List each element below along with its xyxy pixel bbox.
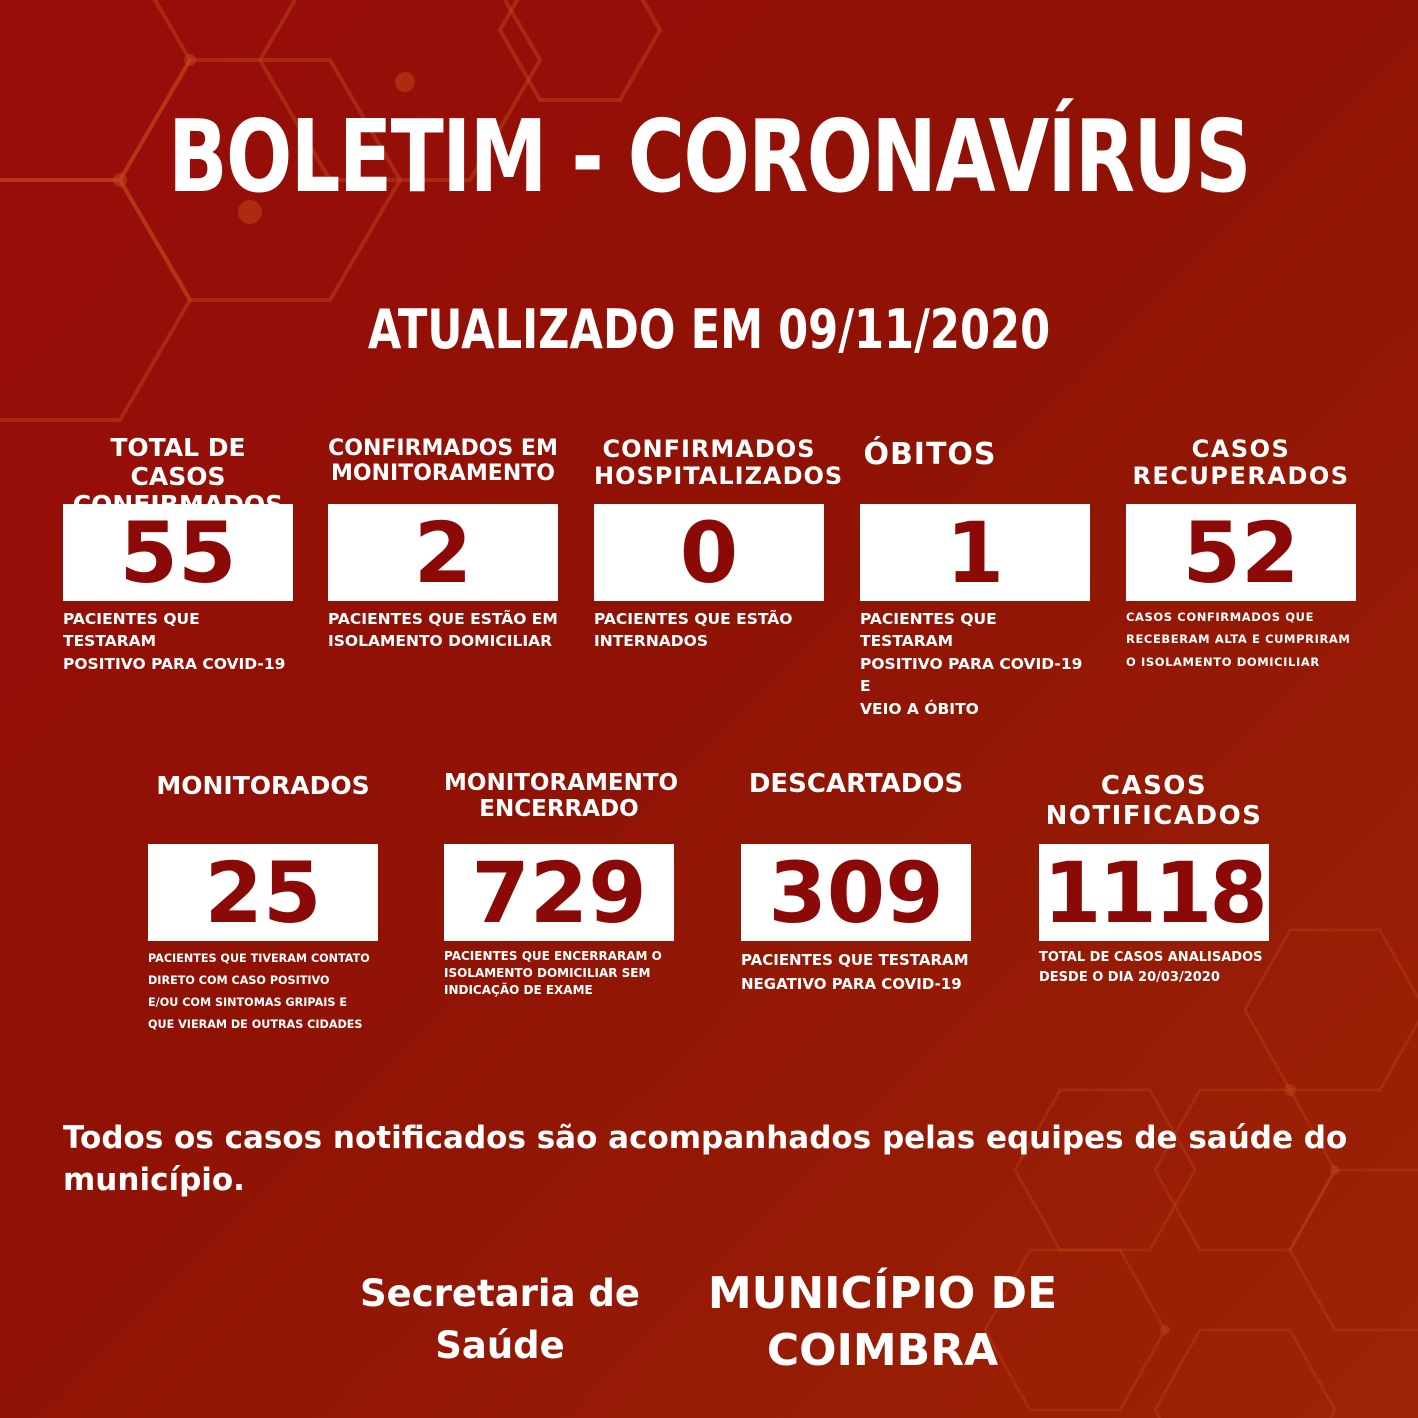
stat-value: 1118: [1043, 843, 1265, 942]
stat-description: PACIENTES QUE TESTARAM POSITIVO PARA COVID-19: [63, 610, 286, 673]
stat-label: CONFIRMADOS EM MONITORAMENTO: [328, 436, 558, 487]
stat-value: 309: [768, 843, 944, 942]
footer-note: Todos os casos notificados são acompanhados pelas equipes de saúde do município.: [63, 1120, 1348, 1198]
stat-card-descartados: [741, 770, 971, 1010]
update-date: ATUALIZADO EM 09/11/2020: [367, 298, 1051, 361]
stat-value-box: [328, 504, 558, 601]
stat-value-box: [741, 844, 971, 941]
stat-card-obitos: [860, 434, 1090, 718]
stat-label: MONITORADOS: [156, 771, 370, 800]
stat-description: PACIENTES QUE TIVERAM CONTATO DIRETO COM CASO POSITIVO E/OU COM SINTOMAS GRIPAIS E QUE VIERAM DE OUTRAS CIDADES: [148, 952, 370, 1031]
stat-value-box: [148, 844, 378, 941]
stat-value-box: [1039, 844, 1269, 941]
stat-value-box: [860, 504, 1090, 601]
stat-description: PACIENTES QUE TESTARAM POSITIVO PARA COVID-19 E VEIO A ÓBITO: [860, 610, 1083, 718]
secretaria-signature: Secretaria de Saúde: [359, 1272, 641, 1367]
stat-value-box: [1126, 504, 1356, 601]
stat-value: 25: [204, 843, 322, 942]
stat-value-box: [444, 844, 674, 941]
stat-description: PACIENTES QUE ENCERRARAM O ISOLAMENTO DOMICILIAR SEM INDICAÇÃO DE EXAME: [444, 949, 662, 997]
stat-value: 2: [413, 503, 473, 602]
stat-value: 0: [679, 503, 739, 602]
stat-value: 55: [119, 503, 237, 602]
stat-value: 1: [945, 503, 1005, 602]
stat-card-hospitalizados: [594, 434, 844, 654]
stat-card-recuperados: [1126, 434, 1356, 674]
stat-description: PACIENTES QUE TESTARAM NEGATIVO PARA COVID-19: [741, 951, 969, 993]
stat-description: PACIENTES QUE ESTÃO INTERNADOS: [594, 610, 793, 651]
stat-description: PACIENTES QUE ESTÃO EM ISOLAMENTO DOMICILIAR: [328, 610, 558, 651]
stat-label: CONFIRMADOS HOSPITALIZADOS: [594, 435, 844, 491]
stat-label: CASOS RECUPERADOS: [1132, 435, 1350, 491]
municipio-signature: MUNICÍPIO DE COIMBRA: [707, 1268, 1058, 1377]
stat-label: TOTAL DE CASOS: [110, 433, 246, 491]
stat-card-monitorados: [148, 770, 378, 1040]
stat-value: 52: [1182, 503, 1300, 602]
stat-value-box: [63, 504, 293, 601]
stat-value: 729: [471, 843, 647, 942]
page-title: BOLETIM - CORONAVÍRUS: [168, 98, 1250, 215]
stat-label: MONITORAMENTO ENCERRADO: [444, 770, 679, 823]
stat-card-notificados: [1039, 770, 1269, 1010]
stat-card-total-confirmados: [63, 433, 293, 673]
stat-description: TOTAL DE CASOS ANALISADOS DESDE O DIA 20/03/2020: [1039, 950, 1263, 986]
stat-card-monitoramento-encerrado: [444, 770, 679, 1010]
stat-label: CASOS NOTIFICADOS: [1045, 771, 1263, 831]
stat-value-box: [594, 504, 824, 601]
stat-card-monitoramento: [328, 434, 558, 654]
stat-description: CASOS CONFIRMADOS QUE RECEBERAM ALTA E CUMPRIRAM O ISOLAMENTO DOMICILIAR: [1126, 610, 1351, 669]
stat-label: ÓBITOS: [863, 437, 997, 472]
stat-label: DESCARTADOS: [748, 769, 964, 799]
